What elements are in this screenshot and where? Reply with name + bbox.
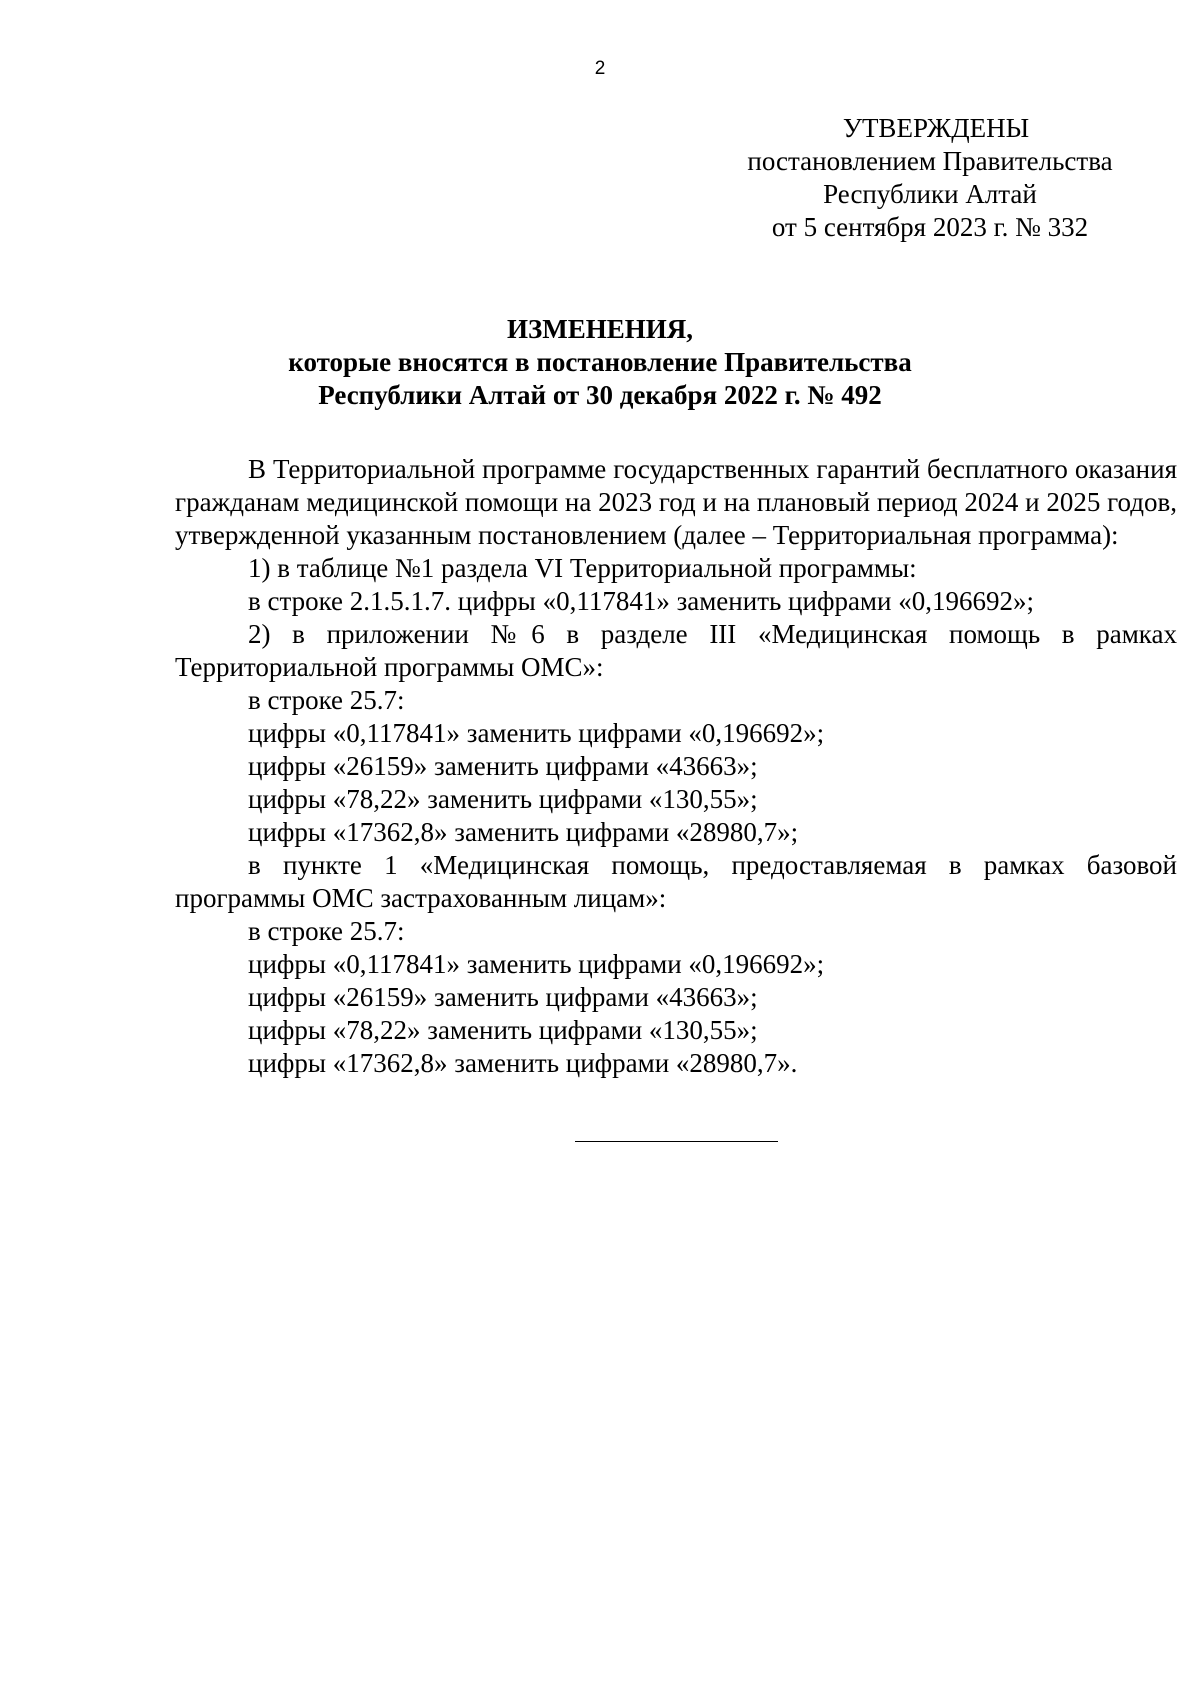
change-line: цифры «0,117841» заменить цифрами «0,196692»; (248, 718, 825, 748)
approval-line: Республики Алтай (823, 179, 1037, 209)
item-1-change: в строке 2.1.5.1.7. цифры «0,117841» заменить цифрами «0,196692»; (248, 586, 1034, 616)
title-line: которые вносятся в постановление Правительства (288, 347, 912, 377)
item-2: 2) в приложении №6 в разделе III «Медицинская помощь в рамках Территориальной программы ОМС»: (175, 619, 1177, 682)
row-reference: в строке 25.7: (248, 685, 405, 715)
document-body (175, 453, 1177, 1080)
point-1-paragraph: в пункте 1 «Медицинская помощь, предоставляемая в рамках базовой программы ОМС застрахованным лицам»: (175, 850, 1177, 913)
document-title (0, 313, 1200, 412)
change-line: цифры «0,117841» заменить цифрами «0,196692»; (248, 949, 825, 979)
intro-paragraph: В Территориальной программе государственных гарантий бесплатного оказания гражданам медицинской помощи на 2023 год и на плановый период 2024 и 2025 годов, утвержденной указанным постановлением (далее – Территориальная программа): (175, 454, 1177, 550)
change-line: цифры «78,22» заменить цифрами «130,55»; (248, 1015, 758, 1045)
title-line: Республики Алтай от 30 декабря 2022 г. № 492 (318, 380, 882, 410)
page-number: 2 (594, 58, 606, 79)
item-1: 1) в таблице №1 раздела VI Территориальной программы: (248, 553, 917, 583)
approval-heading: УТВЕРЖДЕНЫ (842, 113, 1030, 143)
change-line: цифры «26159» заменить цифрами «43663»; (248, 982, 758, 1012)
approval-line: постановлением Правительства (747, 146, 1113, 176)
row-reference: в строке 25.7: (248, 916, 405, 946)
approval-line: от 5 сентября 2023 г. № 332 (771, 212, 1089, 242)
title-line: ИЗМЕНЕНИЯ, (506, 314, 693, 344)
closing-rule (575, 1141, 778, 1142)
change-line: цифры «17362,8» заменить цифрами «28980,7». (248, 1048, 798, 1078)
change-line: цифры «17362,8» заменить цифрами «28980,7»; (248, 817, 799, 847)
change-line: цифры «78,22» заменить цифрами «130,55»; (248, 784, 758, 814)
approval-stamp (700, 112, 1160, 244)
change-line: цифры «26159» заменить цифрами «43663»; (248, 751, 758, 781)
